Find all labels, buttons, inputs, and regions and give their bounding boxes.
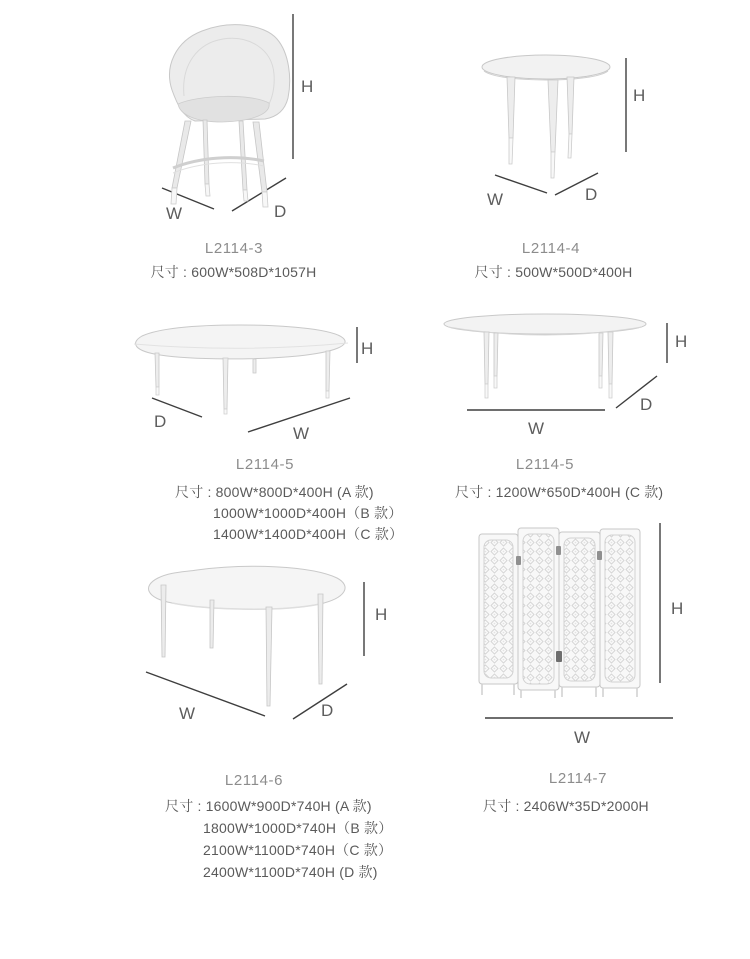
width-label: W [293, 424, 310, 443]
height-label: H [671, 599, 684, 618]
product-code: L2114-5 [235, 456, 295, 473]
product-size-line: 2400W*1100D*740H (D 款) [203, 864, 378, 880]
depth-label: D [154, 412, 167, 431]
product-size-line: 1000W*1000D*400H（B 款） [213, 505, 403, 521]
product-size-line: 1400W*1400D*400H（C 款） [213, 526, 404, 542]
product-code: L2114-4 [521, 240, 581, 257]
depth-label: D [321, 701, 334, 720]
product-code: L2114-5 [515, 456, 575, 473]
width-label: W [574, 728, 591, 747]
height-label: H [361, 339, 374, 358]
round-table-sketch [455, 52, 630, 180]
depth-label: D [274, 202, 287, 221]
product-code: L2114-6 [224, 772, 284, 789]
product-size-line: 1800W*1000D*740H（B 款） [203, 820, 393, 836]
width-label: W [179, 704, 196, 723]
product-size-line: 2100W*1100D*740H（C 款） [203, 842, 393, 858]
oval-table-sketch [440, 312, 655, 404]
width-label: W [528, 419, 545, 438]
product-code: L2114-3 [204, 240, 264, 257]
height-label: H [675, 332, 688, 351]
dining-table-sketch [132, 560, 367, 710]
product-size-line: 尺寸 : 1600W*900D*740H (A 款) [165, 798, 372, 814]
height-label: H [633, 86, 646, 105]
depth-label: D [585, 185, 598, 204]
depth-label: D [640, 395, 653, 414]
product-size-line: 尺寸 : 800W*800D*400H (A 款) [175, 484, 374, 500]
bar-chair-sketch [150, 8, 305, 221]
product-code: L2114-7 [548, 770, 608, 787]
product-size-line: 尺寸 : 1200W*650D*400H (C 款) [455, 484, 664, 500]
height-label: H [375, 605, 388, 624]
height-label: H [301, 77, 314, 96]
width-label: W [166, 204, 183, 223]
square-table-sketch [122, 317, 362, 415]
product-size-line: 尺寸 : 500W*500D*400H [474, 264, 633, 280]
product-size-line: 尺寸 : 600W*508D*1057H [150, 264, 317, 280]
folding-screen-sketch [472, 520, 650, 702]
width-label: W [487, 190, 504, 209]
product-size-line: 尺寸 : 2406W*35D*2000H [483, 798, 649, 814]
